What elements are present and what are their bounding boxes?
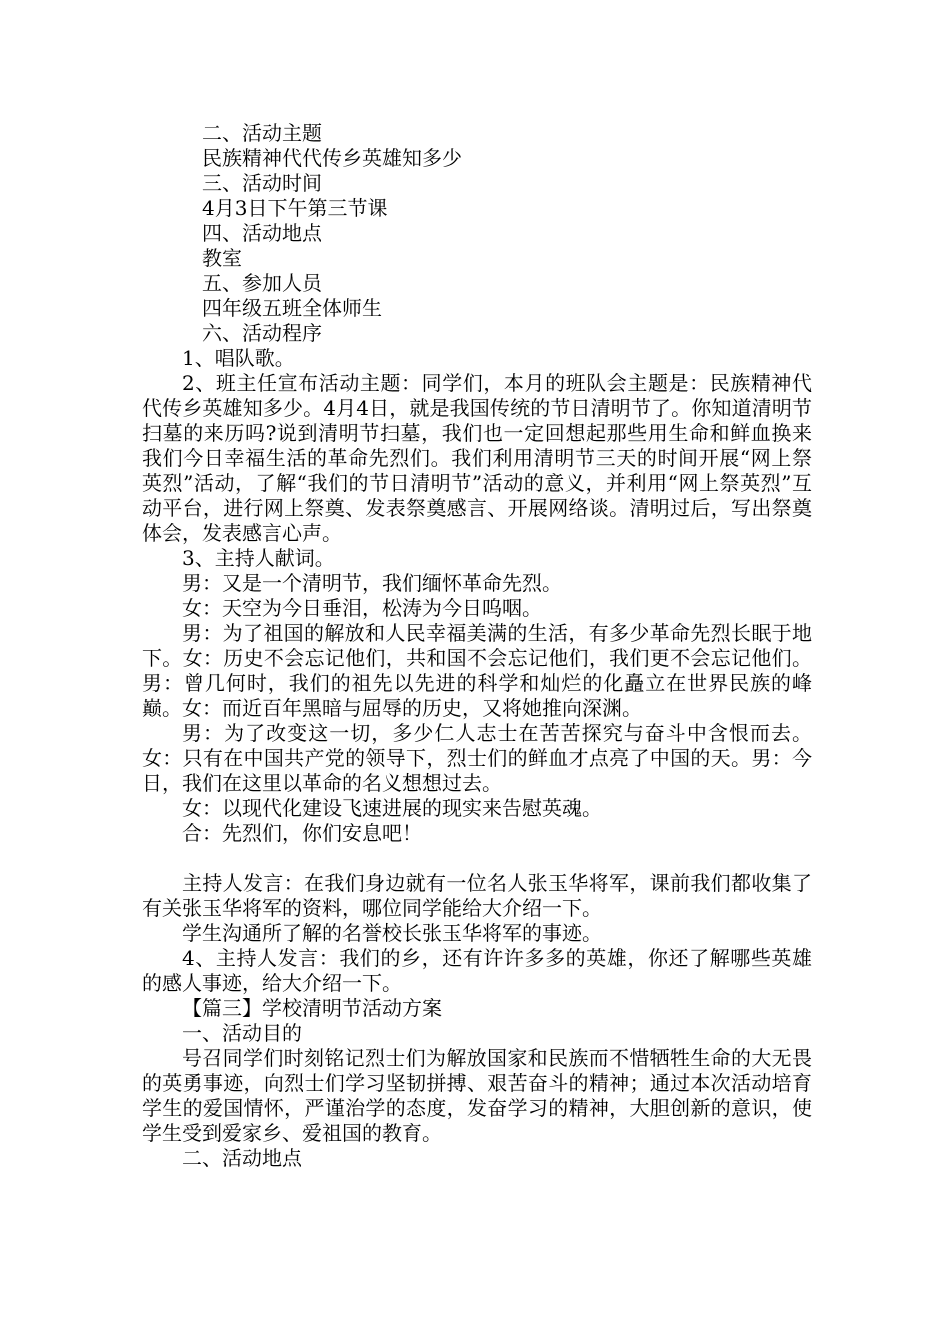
dialogue-line: 男：又是一个清明节，我们缅怀革命先烈。 xyxy=(182,571,562,595)
procedure-step-1: 1、唱队歌。 xyxy=(182,346,295,370)
dialogue-paragraph: 男：为了改变这一切，多少仁人志士在苦苦探究与奋斗中含恨而去。女：只有在中国共产党的领导下，烈士们的鲜血才点亮了中国的天。男：今日，我们在这里以革命的名义想想过去。 xyxy=(142,721,812,795)
dialogue-line: 女：天空为今日垂泪，松涛为今日呜咽。 xyxy=(182,596,542,620)
time-text: 4月3日下午第三节课 xyxy=(202,196,388,220)
procedure-step-4: 4、主持人发言：我们的乡，还有许许多多的英雄，你还了解哪些英雄的感人事迹，给大介绍一下。 xyxy=(142,946,812,995)
document-body xyxy=(142,121,812,1171)
section-heading-procedure: 六、活动程序 xyxy=(202,321,322,345)
host-speech: 主持人发言：在我们身边就有一位名人张玉华将军，课前我们都收集了有关张玉华将军的资料，哪位同学能给大介绍一下。 xyxy=(142,871,812,920)
section-heading-location: 四、活动地点 xyxy=(202,221,322,245)
student-activity: 学生沟通所了解的名誉校长张玉华将军的事迹。 xyxy=(182,921,602,945)
dialogue-paragraph: 男：为了祖国的解放和人民幸福美满的生活，有多少革命先烈长眠于地下。女：历史不会忘记他们，共和国不会忘记他们，我们更不会忘记他们。男：曾几何时，我们的祖先以先进的科学和灿烂的化矗立在世界民族的峰巅。女：而近百年黑暗与屈辱的历史，又将她推向深渊。 xyxy=(142,621,812,720)
procedure-step-2: 2、班主任宣布活动主题：同学们，本月的班队会主题是：民族精神代代传乡英雄知多少。4月4日，就是我国传统的节日清明节了。你知道清明节扫墓的来历吗?说到清明节扫墓，我们也一定回想起那些用生命和鲜血换来我们今日幸福生活的革命先烈们。我们利用清明节三天的时间开展“网上祭英烈”活动，了解“我们的节日清明节”活动的意义，并利用“网上祭英烈”互动平台，进行网上祭奠、发表祭奠感言、开展网络谈。清明过后，写出祭奠体会，发表感言心声。 xyxy=(142,371,812,545)
procedure-step-3: 3、主持人献词。 xyxy=(182,546,335,570)
participants-text: 四年级五班全体师生 xyxy=(202,296,382,320)
section-heading-purpose: 一、活动目的 xyxy=(182,1021,302,1045)
section-heading-time: 三、活动时间 xyxy=(202,171,322,195)
section-heading-theme: 二、活动主题 xyxy=(202,121,322,145)
chapter-title: 【篇三】学校清明节活动方案 xyxy=(182,996,442,1020)
dialogue-line: 女：以现代化建设飞速进展的现实来告慰英魂。 xyxy=(182,796,602,820)
section-heading-participants: 五、参加人员 xyxy=(202,271,322,295)
purpose-text: 号召同学们时刻铭记烈士们为解放国家和民族而不惜牺牲生命的大无畏的英勇事迹，向烈士们学习坚韧拼搏、艰苦奋斗的精神；通过本次活动培育学生的爱国情怀，严谨治学的态度，发奋学习的精神，大胆创新的意识，使学生受到爱家乡、爱祖国的教育。 xyxy=(142,1046,812,1145)
blank-line xyxy=(142,846,812,871)
section-heading-location-2: 二、活动地点 xyxy=(182,1146,302,1170)
theme-text: 民族精神代代传乡英雄知多少 xyxy=(202,146,462,170)
dialogue-line: 合：先烈们，你们安息吧！ xyxy=(182,821,422,845)
location-text: 教室 xyxy=(202,246,242,270)
